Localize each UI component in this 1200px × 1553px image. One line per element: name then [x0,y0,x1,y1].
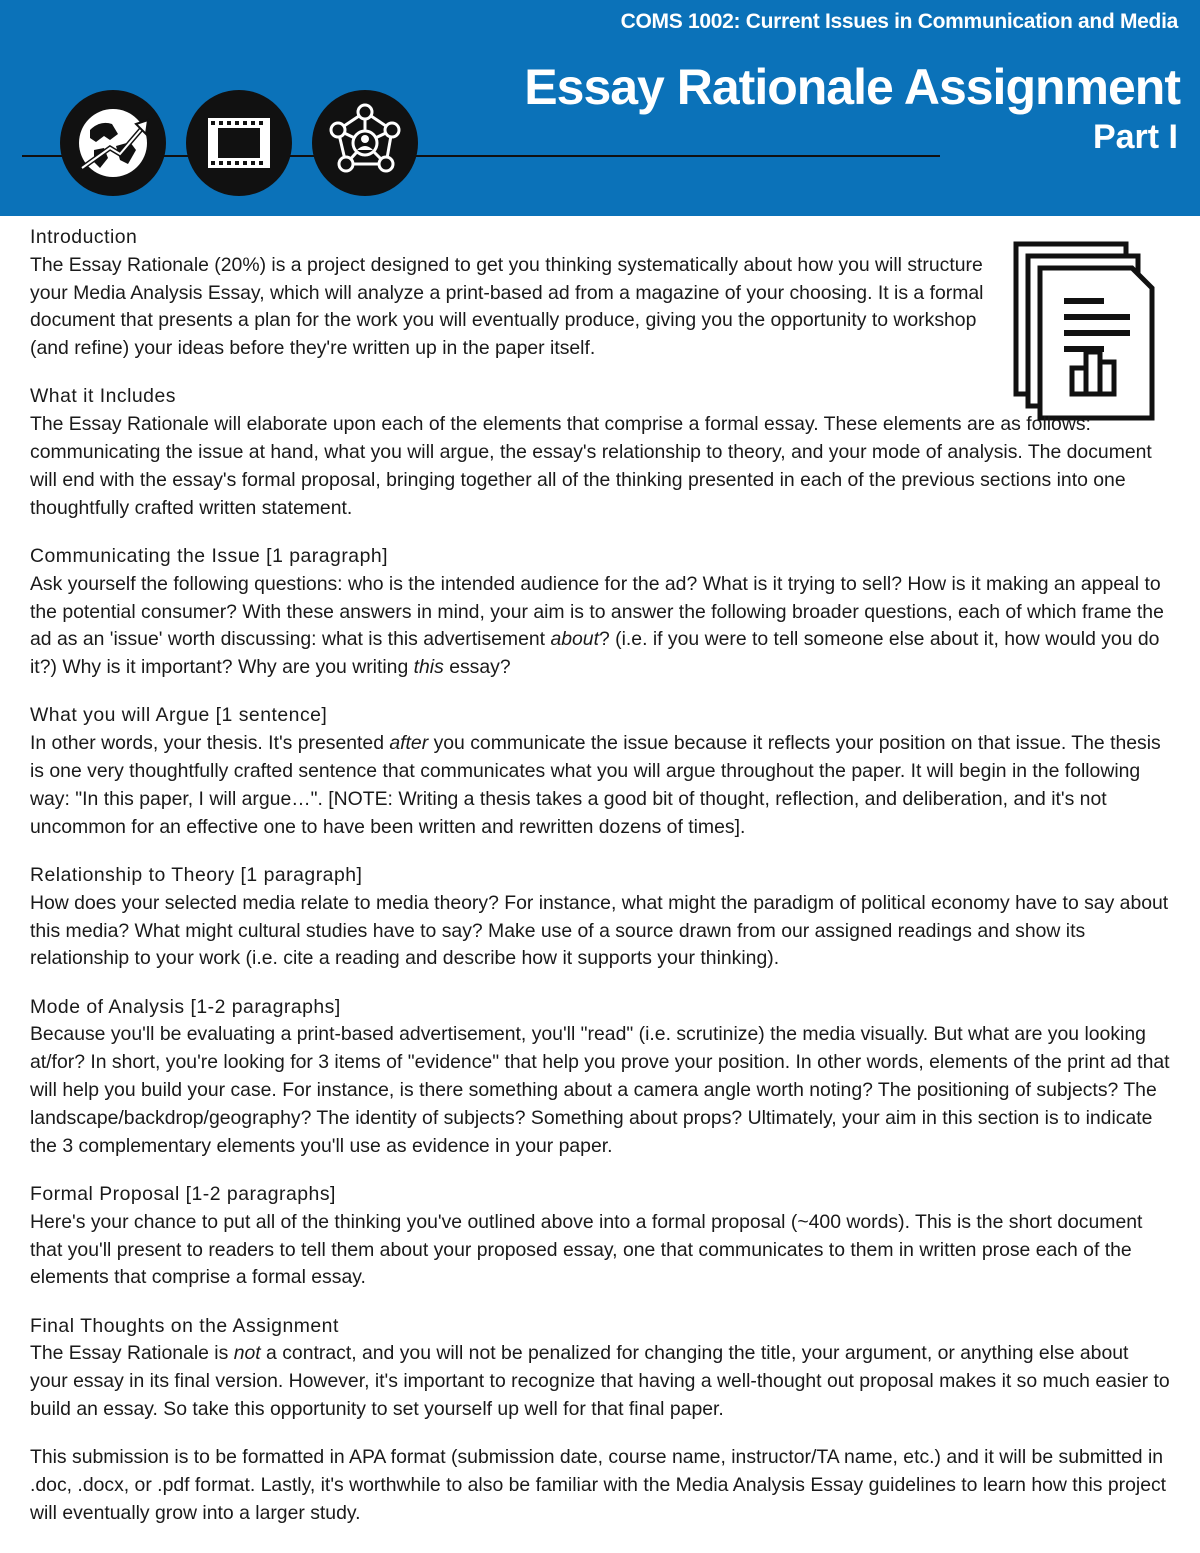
section-body: The Essay Rationale will elaborate upon each of the elements that comprise a formal essay. These elements are as follows: communicating the issue at hand, what you will argue, the essay's relationship to theory, and your mode of analysis. The document will end with the essay's formal proposal, bringing together all of the thinking presented in each of the previous sections into one thoughtfully crafted written statement. [30,413,1152,519]
course-title: COMS 1002: Current Issues in Communication and Media [620,10,1178,33]
section-heading: What you will Argue [1 sentence] [30,704,328,727]
section-heading: Communicating the Issue [1 paragraph] [30,544,389,567]
section-final-thoughts [30,1313,1170,1424]
section-body [30,571,1170,682]
globe-arrow-icon [60,90,166,196]
section-body [30,1340,1170,1423]
body-text: essay? [443,656,511,679]
section-body [30,730,1170,841]
body-text: The Essay Rationale is [30,1342,234,1365]
section-relationship-to-theory [30,862,1170,973]
emphasis-text: about [550,628,599,651]
section-heading: Introduction [30,226,138,248]
body-text: ? (i.e. if you were to tell someone else about it, how would you do it?) Why is it important? Why are you writing [30,628,1160,679]
body-text: you communicate the issue because it reflects your position on that issue. The thesis is one very thoughtfully crafted sentence that communicates what you will argue throughout the paper. It will begin in the following way: "In this paper, I will argue…". [NOTE: Writing a thesis takes a good bit of thought, reflection, and deliberation, and it's not uncommon for an effective one to have been written and rewritten dozens of times]. [30,732,1161,838]
section-communicating-issue [30,543,1170,682]
section-heading: Mode of Analysis [1-2 paragraphs] [30,995,341,1018]
section-body: The Essay Rationale (20%) is a project designed to get you thinking systematically about how you will structure your Media Analysis Essay, which will analyze a print-based ad from a magazine of your choosing. It is a formal document that presents a plan for the work you will eventually produce, giving you the opportunity to workshop (and refine) your ideas before they're written up in the paper itself. [30,253,984,360]
section-heading: What it Includes [30,385,176,408]
section-what-it-includes [30,383,1170,522]
section-body: Because you'll be evaluating a print-based advertisement, you'll "read" (i.e. scrutinize) the media visually. But what are you looking at/for? In short, you're looking for 3 items of "evidence" that help you prove your position. In other words, elements of the print ad that will help you build your case. For instance, is there something about a camera angle worth noting? The positioning of subjects? The landscape/backdrop/geography? The identity of subjects? Something about props? Ultimately, your aim in this section is to indicate the 3 complementary elements you'll use as evidence in your paper. [30,1023,1170,1157]
emphasis-text: after [389,732,429,755]
network-people-icon [312,90,418,196]
section-body: How does your selected media relate to media theory? For instance, what might the paradigm of political economy have to say about this media? What might cultural studies have to say? Make use of a source drawn from our assigned readings and show its relationship to your work (i.e. cite a reading and describe how it supports your thinking). [30,891,1169,970]
section-body: Here's your chance to put all of the thinking you've outlined above into a formal proposal (~400 words). This is the short document that you'll present to readers to tell them about your proposed essay, one that communicates to them in written prose each of the elements that comprise a formal essay. [30,1210,1143,1289]
part-label: Part I [1092,118,1178,156]
section-introduction [30,224,1005,363]
section-heading: Formal Proposal [1-2 paragraphs] [30,1182,336,1205]
closing-paragraph: This submission is to be formatted in APA format (submission date, course name, instructor/TA name, etc.) and it will be submitted in .doc, .docx, or .pdf format. Lastly, it's worthwhile to also be familiar with the Media Analysis Essay guidelines to learn how this project will eventually grow into a larger study. [30,1446,1167,1524]
section-what-you-will-argue [30,702,1170,841]
assignment-body [30,224,1170,1548]
body-text: Ask yourself the following questions: who is the intended audience for the ad? What is it trying to sell? How is it making an appeal to the potential consumer? With these answers in mind, your aim is to answer the following broader questions, each of which frame the ad as an 'issue' worth discussing: what is this advertisement [30,572,1164,651]
assignment-title: Essay Rationale Assignment [524,59,1180,115]
emphasis-text: not [233,1342,261,1365]
section-mode-of-analysis [30,994,1170,1161]
body-text: In other words, your thesis. It's presented [30,732,390,755]
section-closing [30,1444,1170,1527]
header-banner [0,0,1200,216]
section-heading: Relationship to Theory [1 paragraph] [30,863,363,886]
body-text: a contract, and you will not be penalized for changing the title, your argument, or anything else about your essay in its final version. However, it's important to recognize that having a well-thought out proposal makes it so much easier to build an essay. So take this opportunity to set yourself up well for that final paper. [30,1342,1170,1420]
section-heading: Final Thoughts on the Assignment [30,1314,339,1337]
film-strip-icon [186,90,292,196]
section-formal-proposal [30,1181,1170,1292]
emphasis-text: this [413,656,444,679]
